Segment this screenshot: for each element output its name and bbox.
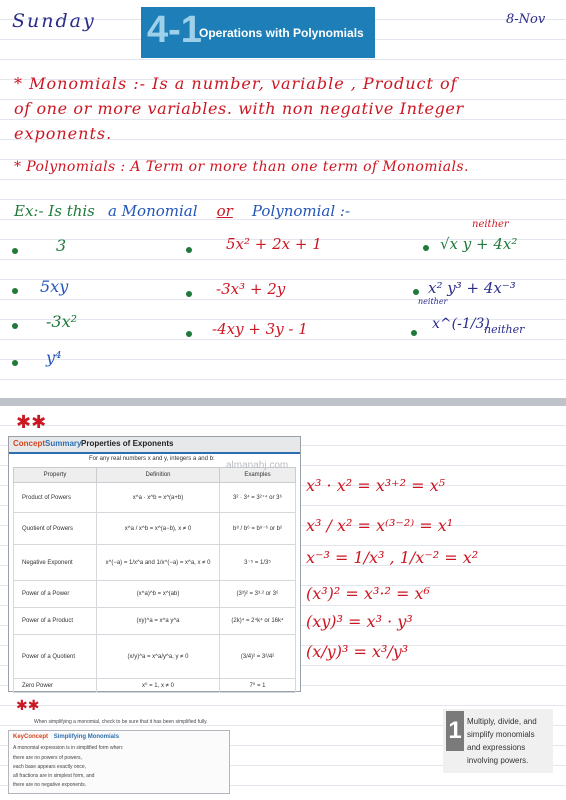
definition-cell: (x/y)^a = x^a/y^a, y ≠ 0	[97, 635, 220, 679]
objective-number: 1	[446, 711, 464, 751]
column-header: Definition	[97, 468, 220, 483]
example-prompt	[14, 201, 350, 220]
bullet	[186, 291, 192, 297]
table-row	[14, 635, 296, 679]
concept-summary-header	[9, 437, 300, 454]
column-header: Examples	[220, 468, 296, 483]
key-concept-intro: When simplifying a monomial, check to be sure that it has been simplified fully.	[34, 719, 208, 725]
example-cell: 7⁰ = 1	[220, 679, 296, 693]
neither-label: neither	[472, 219, 509, 230]
example-item: 3	[56, 236, 67, 255]
definition-cell: x^(−a) = 1/x^a and 1/x^(−a) = x^a, x ≠ 0	[97, 545, 220, 581]
star-mark: ✱✱	[16, 412, 47, 433]
example-item: -3x²	[46, 312, 78, 331]
lesson-banner	[141, 7, 375, 58]
column-header: Property	[14, 468, 97, 483]
definition-cell: x⁰ = 1, x ≠ 0	[97, 679, 220, 693]
monomials-definition-3: exponents.	[14, 124, 113, 143]
bullet	[186, 247, 192, 253]
rule-line: (xy)³ = x³ · y³	[306, 612, 413, 631]
example-item: √x y + 4x²	[440, 235, 518, 253]
notes-page	[0, 0, 566, 398]
polynomials-definition: * Polynomials : A Term or more than one term of Monomials.	[14, 159, 469, 175]
concept-summary-title: Properties of Exponents	[81, 439, 174, 448]
concept-summary-card	[8, 436, 301, 692]
monomials-definition-1: * Monomials :- Is a number, variable , Product of	[14, 74, 458, 93]
definition-cell: (xy)^a = x^a y^a	[97, 608, 220, 635]
table-row	[14, 608, 296, 635]
property-cell: Negative Exponent	[14, 545, 97, 581]
key-concept-item: each base appears exactly once,	[13, 764, 87, 770]
property-cell: Quotient of Powers	[14, 513, 97, 545]
rule-line: x⁻³ = 1/x³ , 1/x⁻² = x²	[306, 548, 479, 567]
example-item: 5x² + 2x + 1	[226, 235, 322, 253]
property-cell: Product of Powers	[14, 483, 97, 513]
example-item: x² y³ + 4x⁻³	[428, 279, 516, 297]
example-or: or	[216, 202, 233, 220]
objective-text: Multiply, divide, and simplify monomials and expressions involving powers.	[467, 717, 537, 765]
property-cell: Zero Power	[14, 679, 97, 693]
bullet	[12, 360, 18, 366]
example-cell: 3² · 3⁴ = 3²⁺⁴ or 3⁶	[220, 483, 296, 513]
key-concept-item: there are no negative exponents.	[13, 782, 87, 788]
key-concept-box	[8, 730, 230, 794]
example-prefix: Ex:- Is this	[14, 202, 95, 220]
bullet	[12, 248, 18, 254]
rule-line: (x/y)³ = x³/y³	[306, 642, 409, 661]
example-polynomial: Polynomial :-	[251, 202, 351, 220]
example-cell: b⁸ / b⁶ = b⁸⁻⁶ or b²	[220, 513, 296, 545]
rule-line: x³ / x² = x⁽³⁻²⁾ = x¹	[306, 516, 454, 535]
rule-line: (x³)² = x³·² = x⁶	[306, 584, 430, 603]
day-label: Sunday	[12, 10, 96, 32]
example-item: y⁴	[46, 348, 62, 367]
table-row	[14, 581, 296, 608]
bullet	[423, 245, 429, 251]
key-concept-item: there are no powers of powers,	[13, 755, 82, 761]
property-cell: Power of a Product	[14, 608, 97, 635]
example-item: 5xy	[40, 277, 69, 296]
definition-cell: x^a · x^b = x^(a+b)	[97, 483, 220, 513]
bullet	[12, 323, 18, 329]
table-row	[14, 513, 296, 545]
page-separator	[0, 398, 566, 406]
definition-cell: (x^a)^b = x^(ab)	[97, 581, 220, 608]
property-cell: Power of a Quotient	[14, 635, 97, 679]
bullet	[411, 330, 417, 336]
key-concept-lead: A monomial expression is in simplified form when:	[13, 745, 124, 751]
example-cell: (3³)² = 3³·² or 3⁶	[220, 581, 296, 608]
bullet	[186, 331, 192, 337]
bullet	[413, 289, 419, 295]
neither-label: neither	[484, 323, 525, 336]
example-monomial: a Monomial	[107, 202, 198, 220]
key-concept-title: KeyConcept Simplifying Monomials	[13, 734, 120, 740]
monomials-definition-2: of one or more variables. with non negative Integer	[14, 99, 464, 118]
date-label: 8-Nov	[506, 12, 546, 27]
key-concept-item: all fractions are in simplest form, and	[13, 773, 95, 779]
example-cell: (2k)⁴ = 2⁴k⁴ or 16k⁴	[220, 608, 296, 635]
example-cell: (3/4)² = 3²/4²	[220, 635, 296, 679]
table-row	[14, 679, 296, 693]
definition-cell: x^a / x^b = x^(a−b), x ≠ 0	[97, 513, 220, 545]
table-row	[14, 545, 296, 581]
objective-box	[443, 709, 553, 773]
rule-line: x³ · x² = x³⁺² = x⁵	[306, 476, 446, 495]
example-item: -3x³ + 2y	[216, 280, 286, 298]
example-item: -4xy + 3y - 1	[212, 320, 308, 338]
properties-table	[13, 467, 296, 693]
bullet	[12, 288, 18, 294]
lesson-number: 4-1	[147, 9, 202, 51]
concept-summary-tag: ConceptSummary	[13, 439, 82, 448]
neither-label: neither	[418, 297, 448, 306]
table-row	[14, 483, 296, 513]
example-item: x^(-1/3)	[432, 316, 490, 332]
star-mark: ✱✱	[16, 698, 40, 714]
property-cell: Power of a Power	[14, 581, 97, 608]
lesson-title: Operations with Polynomials	[199, 26, 364, 40]
watermark: almanahj.com	[226, 460, 289, 471]
example-cell: 3⁻⁵ = 1/3⁵	[220, 545, 296, 581]
concept-summary-subtitle: For any real numbers x and y, integers a and b:	[89, 456, 215, 462]
